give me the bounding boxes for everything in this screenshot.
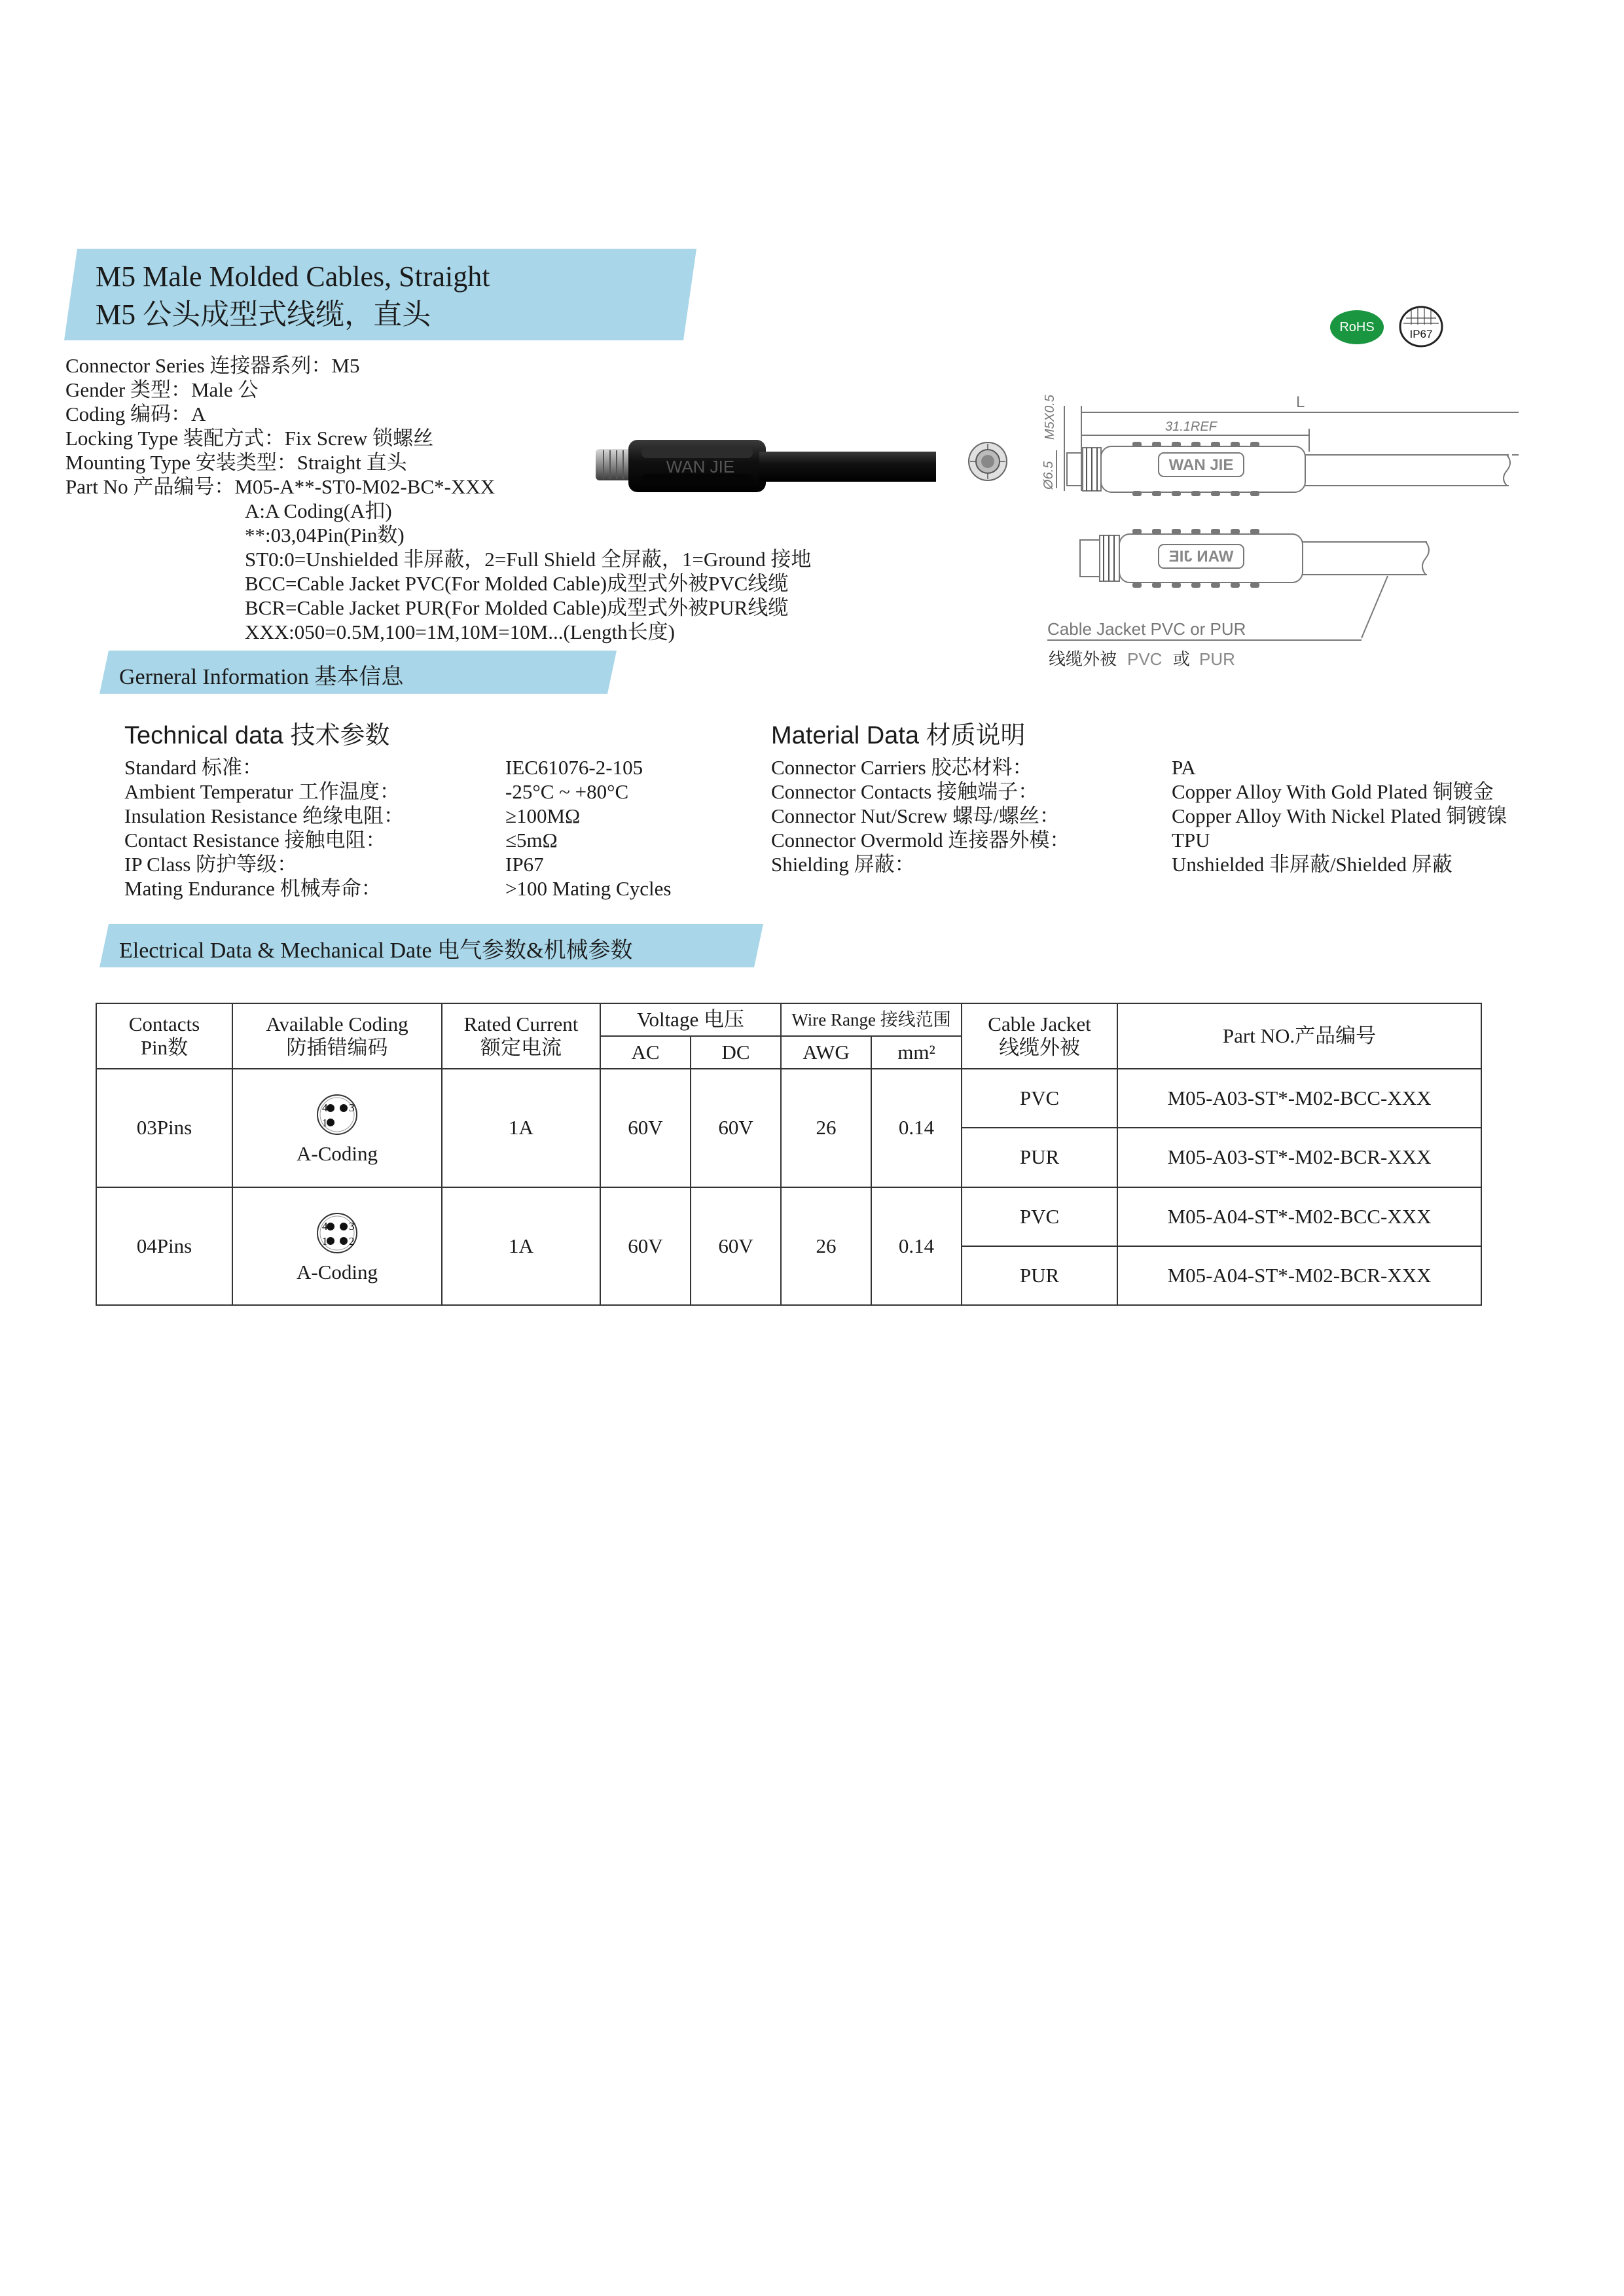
header-part-no: Part NO.产品编号 [1117,1003,1481,1069]
svg-text:线缆外被: 线缆外被 [1049,649,1117,669]
tech-label: IP Class 防护等级： [124,853,298,876]
rohs-badge: RoHS [1330,310,1384,344]
svg-text:WAN JIE: WAN JIE [666,457,735,476]
svg-text:PUR: PUR [1199,649,1235,669]
awg-cell: 26 [781,1187,871,1305]
general-info-heading: Gerneral Information 基本信息 [119,665,404,689]
material-value: Copper Alloy With Gold Plated 铜镀金 [1172,780,1494,803]
svg-text:1: 1 [322,1117,328,1130]
material-label: Connector Overmold 连接器外模： [771,829,1070,852]
mm2-cell: 0.14 [871,1069,962,1187]
svg-text:或: 或 [1173,649,1191,669]
coding-cell [232,1069,442,1187]
technical-labels [124,755,404,901]
pins-cell: 03Pins [96,1069,232,1187]
tech-value: >100 Mating Cycles [505,877,672,900]
pins-cell: 04Pins [96,1187,232,1305]
part-no-cell: M05-A03-ST*-M02-BCR-XXX [1117,1128,1481,1187]
spec-locking: Locking Type 装配方式：Fix Screw 锁螺丝 [65,427,434,450]
material-value: Copper Alloy With Nickel Plated 铜镀镍 [1172,804,1507,827]
svg-text:WAN JIE: WAN JIE [1168,456,1234,474]
part-notes [245,499,811,644]
material-labels [771,755,1070,876]
part-note: BCC=Cable Jacket PVC(For Molded Cable)成型式外被PVC线缆 [245,572,789,595]
coding-label: A-Coding [297,1260,378,1283]
tech-value: ≤5mΩ [505,829,558,852]
svg-text:Cable Jacket PVC or PUR: Cable Jacket PVC or PUR [1047,619,1246,639]
material-value: Unshielded 非屏蔽/Shielded 屏蔽 [1172,853,1453,876]
svg-text:3: 3 [349,1102,355,1115]
table-row [96,1069,1481,1128]
header-dc: DC [691,1036,781,1069]
material-label: Shielding 屏蔽： [771,853,915,876]
header-current [442,1003,600,1069]
tech-value: -25°C ~ +80°C [505,780,629,803]
jacket-cell: PVC [962,1187,1117,1246]
technical-values [505,755,671,901]
tech-value: IEC61076-2-105 [505,756,643,779]
header-contacts-en: Contacts [128,1013,200,1036]
mm2-cell: 0.14 [871,1187,962,1305]
svg-text:4: 4 [322,1102,328,1115]
tech-label: Insulation Resistance 绝缘电阻： [124,804,405,827]
title-en: M5 Male Molded Cables, Straight [96,260,490,293]
electrical-heading: Electrical Data & Mechanical Date 电气参数&机械参数 [119,939,633,963]
material-label: Connector Nut/Screw 螺母/螺丝： [771,804,1060,827]
technical-drawing [1034,380,1532,681]
material-label: Connector Carriers 胶芯材料： [771,756,1033,779]
header-jacket-en: Cable Jacket [988,1013,1091,1036]
spec-mounting: Mounting Type 安装类型：Straight 直头 [65,451,407,474]
ip67-icon [1398,305,1444,348]
technical-heading: Technical data 技术参数 [124,722,390,749]
jacket-cell: PUR [962,1128,1117,1187]
spec-part-no: Part No 产品编号：M05-A**-ST0-M02-BC*-XXX [65,475,496,498]
header-current-cn: 额定电流 [480,1036,562,1060]
spec-gender: Gender 类型：Male 公 [65,378,259,401]
current-cell: 1A [442,1069,600,1187]
tech-label: Mating Endurance 机械寿命： [124,877,382,900]
pin-layout-3-icon [304,1090,370,1142]
electrical-table [96,1003,1482,1306]
tech-label: Standard 标准： [124,756,262,779]
header-awg: AWG [781,1036,871,1069]
part-note: ST0:0=Unshielded 非屏蔽，2=Full Shield 全屏蔽，1=Ground 接地 [245,548,812,571]
spec-series: Connector Series 连接器系列：M5 [65,354,360,377]
current-cell: 1A [442,1187,600,1305]
svg-text:2: 2 [349,1234,355,1247]
material-label: Connector Contacts 接触端子： [771,780,1039,803]
header-coding [232,1003,442,1069]
dc-cell: 60V [691,1069,781,1187]
table-row [96,1187,1481,1246]
connector-face-icon [967,441,1008,482]
coding-cell [232,1187,442,1305]
header-current-en: Rated Current [463,1013,579,1036]
part-note: A:A Coding(A扣) [245,499,392,522]
jacket-cell: PVC [962,1069,1117,1128]
coding-label: A-Coding [297,1142,378,1166]
spec-coding: Coding 编码：A [65,403,206,425]
part-no-cell: M05-A03-ST*-M02-BCC-XXX [1117,1069,1481,1128]
jacket-cell: PUR [962,1246,1117,1305]
header-ac: AC [600,1036,691,1069]
part-note: BCR=Cable Jacket PUR(For Molded Cable)成型式外被PUR线缆 [245,596,789,619]
header-coding-cn: 防插错编码 [286,1036,388,1060]
header-jacket [962,1003,1117,1069]
part-no-cell: M05-A04-ST*-M02-BCR-XXX [1117,1246,1481,1305]
part-note: **:03,04Pin(Pin数) [245,524,405,547]
material-value: PA [1172,756,1196,779]
svg-text:3: 3 [349,1219,355,1232]
svg-text:4: 4 [322,1219,328,1232]
ac-cell: 60V [600,1069,691,1187]
svg-text:PVC: PVC [1127,649,1163,669]
header-mm2: mm² [871,1036,962,1069]
svg-text:WAN JIE: WAN JIE [1168,548,1234,565]
tech-value: IP67 [505,853,544,876]
material-heading: Material Data 材质说明 [771,722,1026,749]
svg-text:31.1REF: 31.1REF [1165,420,1217,434]
awg-cell: 26 [781,1069,871,1187]
svg-text:M5X0.5: M5X0.5 [1043,395,1057,440]
title-cn: M5 公头成型式线缆，直头 [96,298,431,331]
material-values [1172,755,1507,876]
header-jacket-cn: 线缆外被 [999,1036,1081,1060]
header-contacts-cn: Pin数 [140,1036,189,1060]
tech-label: Contact Resistance 接触电阻： [124,829,386,852]
svg-text:L: L [1296,393,1305,411]
product-photo [589,425,936,504]
header-coding-en: Available Coding [266,1013,408,1036]
svg-text:IP67: IP67 [1409,328,1433,340]
part-note: XXX:050=0.5M,100=1M,10M=10M...(Length长度) [245,620,675,643]
spec-list [65,353,495,499]
material-value: TPU [1172,829,1210,852]
pin-layout-4-icon [304,1208,370,1261]
header-voltage: Voltage 电压 [600,1003,781,1036]
header-contacts [96,1003,232,1069]
part-no-cell: M05-A04-ST*-M02-BCC-XXX [1117,1187,1481,1246]
tech-label: Ambient Temperatur 工作温度： [124,780,400,803]
tech-value: ≥100MΩ [505,804,581,827]
header-wire-range: Wire Range 接线范围 [781,1003,962,1036]
svg-text:Ø6.5: Ø6.5 [1041,461,1056,490]
ac-cell: 60V [600,1187,691,1305]
dc-cell: 60V [691,1187,781,1305]
svg-text:1: 1 [322,1234,328,1247]
